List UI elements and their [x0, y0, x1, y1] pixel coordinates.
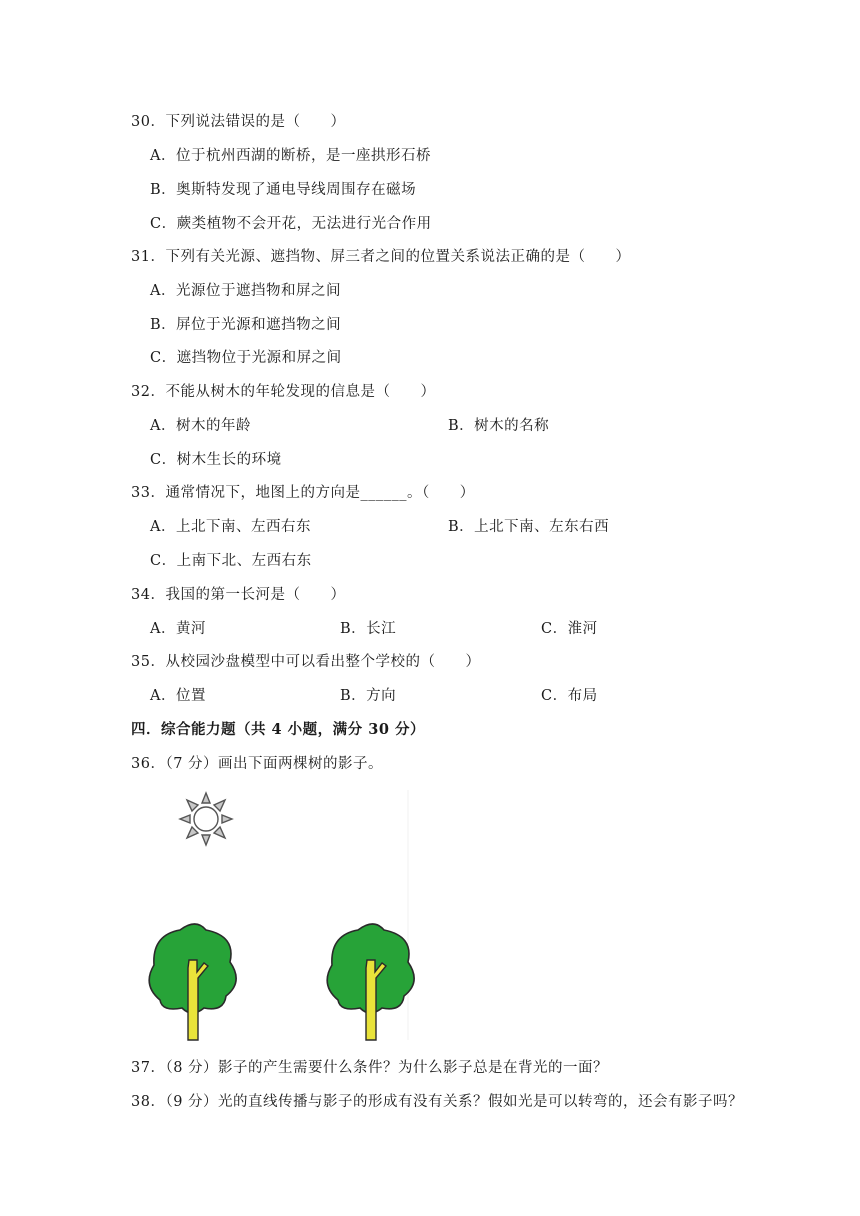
question-38: 38．（9 分）光的直线传播与影子的形成有没有关系？假如光是可以转弯的，还会有影子吗？ — [131, 1094, 744, 1110]
q31-option-a: A．光源位于遮挡物和屏之间 — [150, 283, 341, 299]
figure-canvas — [140, 785, 420, 1045]
q33-option-b: B．上北下南、左东右西 — [448, 519, 610, 535]
q30-option-c: C．蕨类植物不会开花，无法进行光合作用 — [150, 216, 432, 232]
q35-option-c: C．布局 — [541, 688, 598, 704]
q31-option-b: B．屏位于光源和遮挡物之间 — [150, 317, 342, 333]
q35-option-a: A．位置 — [150, 688, 206, 704]
question-36: 36．（7 分）画出下面两棵树的影子。 — [131, 756, 384, 772]
question-32: 32．不能从树木的年轮发现的信息是（ ） — [131, 384, 436, 400]
shadow-drawing-figure — [140, 785, 420, 1045]
q35-option-b: B．方向 — [340, 688, 397, 704]
q33-option-a: A．上北下南、左西右东 — [150, 519, 311, 535]
question-31: 31．下列有关光源、遮挡物、屏三者之间的位置关系说法正确的是（ ） — [131, 249, 631, 265]
q31-option-c: C．遮挡物位于光源和屏之间 — [150, 350, 342, 366]
q30-option-a: A．位于杭州西湖的断桥，是一座拱形石桥 — [150, 148, 431, 164]
q34-option-c: C．淮河 — [541, 621, 598, 637]
question-33: 33．通常情况下，地图上的方向是______。（ ） — [131, 485, 475, 501]
question-37: 37．（8 分）影子的产生需要什么条件？为什么影子总是在背光的一面？ — [131, 1060, 609, 1076]
q32-option-c: C．树木生长的环境 — [150, 452, 282, 468]
section-4-heading: 四．综合能力题（共 4 小题，满分 30 分） — [131, 721, 425, 738]
question-30: 30．下列说法错误的是（ ） — [131, 114, 346, 130]
question-35: 35．从校园沙盘模型中可以看出整个学校的（ ） — [131, 654, 481, 670]
question-34: 34．我国的第一长河是（ ） — [131, 587, 346, 603]
q32-option-a: A．树木的年龄 — [150, 418, 251, 434]
q34-option-a: A．黄河 — [150, 621, 206, 637]
q32-option-b: B．树木的名称 — [448, 418, 550, 434]
q30-option-b: B．奥斯特发现了通电导线周围存在磁场 — [150, 182, 417, 198]
q33-option-c: C．上南下北、左西右东 — [150, 553, 312, 569]
q34-option-b: B．长江 — [340, 621, 397, 637]
